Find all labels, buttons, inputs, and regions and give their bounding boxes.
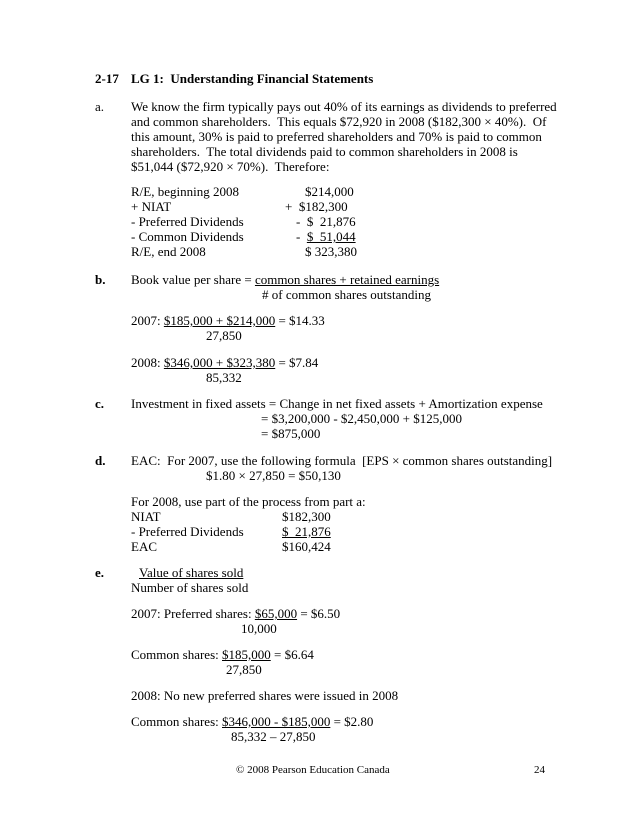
re-table-value: - $ 21,876 bbox=[296, 214, 356, 229]
re-table-value: $ 323,380 bbox=[305, 244, 357, 259]
part-a-line-5: $51,044 ($72,920 × 70%). Therefore: bbox=[131, 159, 330, 174]
part-c-label: c. bbox=[95, 396, 105, 411]
part-a-line-1: We know the firm typically pays out 40% of its earnings as dividends to preferred bbox=[131, 99, 557, 114]
common-2007: Common shares: $185,000 = $6.64 bbox=[131, 647, 314, 662]
eac-table-label: - Preferred Dividends bbox=[131, 524, 244, 539]
eac-formula: EAC: For 2007, use the following formula [EPS × common shares outstanding] bbox=[131, 453, 553, 468]
book-value-denominator: # of common shares outstanding bbox=[262, 287, 431, 302]
re-table-label: - Preferred Dividends bbox=[131, 214, 244, 229]
eac-table-label: EAC bbox=[131, 539, 157, 554]
footer-page-number: 24 bbox=[534, 764, 545, 776]
book-value-2007: 2007: $185,000 + $214,000 = $14.33 bbox=[131, 313, 325, 328]
part-b-label: b. bbox=[95, 272, 106, 287]
part-a-line-3: this amount, 30% is paid to preferred shareholders and 70% is paid to common bbox=[131, 129, 542, 144]
eac-2007-calc: $1.80 × 27,850 = $50,130 bbox=[206, 468, 341, 483]
part-d-label: d. bbox=[95, 453, 106, 468]
re-table-label: + NIAT bbox=[131, 199, 172, 214]
re-table-value: - $ 51,044 bbox=[296, 229, 356, 244]
investment-formula: Investment in fixed assets = Change in net fixed assets + Amortization expense bbox=[131, 396, 543, 411]
footer-copyright: © 2008 Pearson Education Canada bbox=[236, 764, 390, 776]
eac-table-value: $ 21,876 bbox=[282, 524, 331, 539]
book-value-2008-denominator: 85,332 bbox=[206, 370, 242, 385]
preferred-2008-note: 2008: No new preferred shares were issued in 2008 bbox=[131, 688, 399, 703]
common-2008: Common shares: $346,000 - $185,000 = $2.80 bbox=[131, 714, 374, 729]
re-table-label: R/E, beginning 2008 bbox=[131, 184, 239, 199]
eac-2008-intro: For 2008, use part of the process from part a: bbox=[131, 494, 366, 509]
re-table-value: $214,000 bbox=[305, 184, 354, 199]
book-value-2007-denominator: 27,850 bbox=[206, 328, 242, 343]
common-2007-denominator: 27,850 bbox=[226, 662, 262, 677]
eac-table-label: NIAT bbox=[131, 509, 161, 524]
book-value-2008: 2008: $346,000 + $323,380 = $7.84 bbox=[131, 355, 319, 370]
problem-number: 2-17 bbox=[95, 71, 119, 86]
re-table-value: + $182,300 bbox=[285, 199, 348, 214]
eac-table-value: $182,300 bbox=[282, 509, 331, 524]
book-value-formula: Book value per share = common shares + retained earnings bbox=[131, 272, 440, 287]
part-a-label: a. bbox=[95, 99, 105, 114]
part-e-label: e. bbox=[95, 565, 105, 580]
problem-title: LG 1: Understanding Financial Statements bbox=[131, 71, 374, 86]
investment-result: = $875,000 bbox=[261, 426, 321, 441]
value-per-share-denominator: Number of shares sold bbox=[131, 580, 249, 595]
value-per-share-numerator: Value of shares sold bbox=[139, 565, 244, 580]
preferred-2007: 2007: Preferred shares: $65,000 = $6.50 bbox=[131, 606, 341, 621]
part-a-line-4: shareholders. The total dividends paid to common shareholders in 2008 is bbox=[131, 144, 518, 159]
common-2008-denominator: 85,332 – 27,850 bbox=[231, 729, 316, 744]
part-a-line-2: and common shareholders. This equals $72,920 in 2008 ($182,300 × 40%). Of bbox=[131, 114, 547, 129]
investment-calc: = $3,200,000 - $2,450,000 + $125,000 bbox=[261, 411, 462, 426]
preferred-2007-denominator: 10,000 bbox=[241, 621, 277, 636]
re-table-label: R/E, end 2008 bbox=[131, 244, 206, 259]
re-table-label: - Common Dividends bbox=[131, 229, 244, 244]
eac-table-value: $160,424 bbox=[282, 539, 331, 554]
